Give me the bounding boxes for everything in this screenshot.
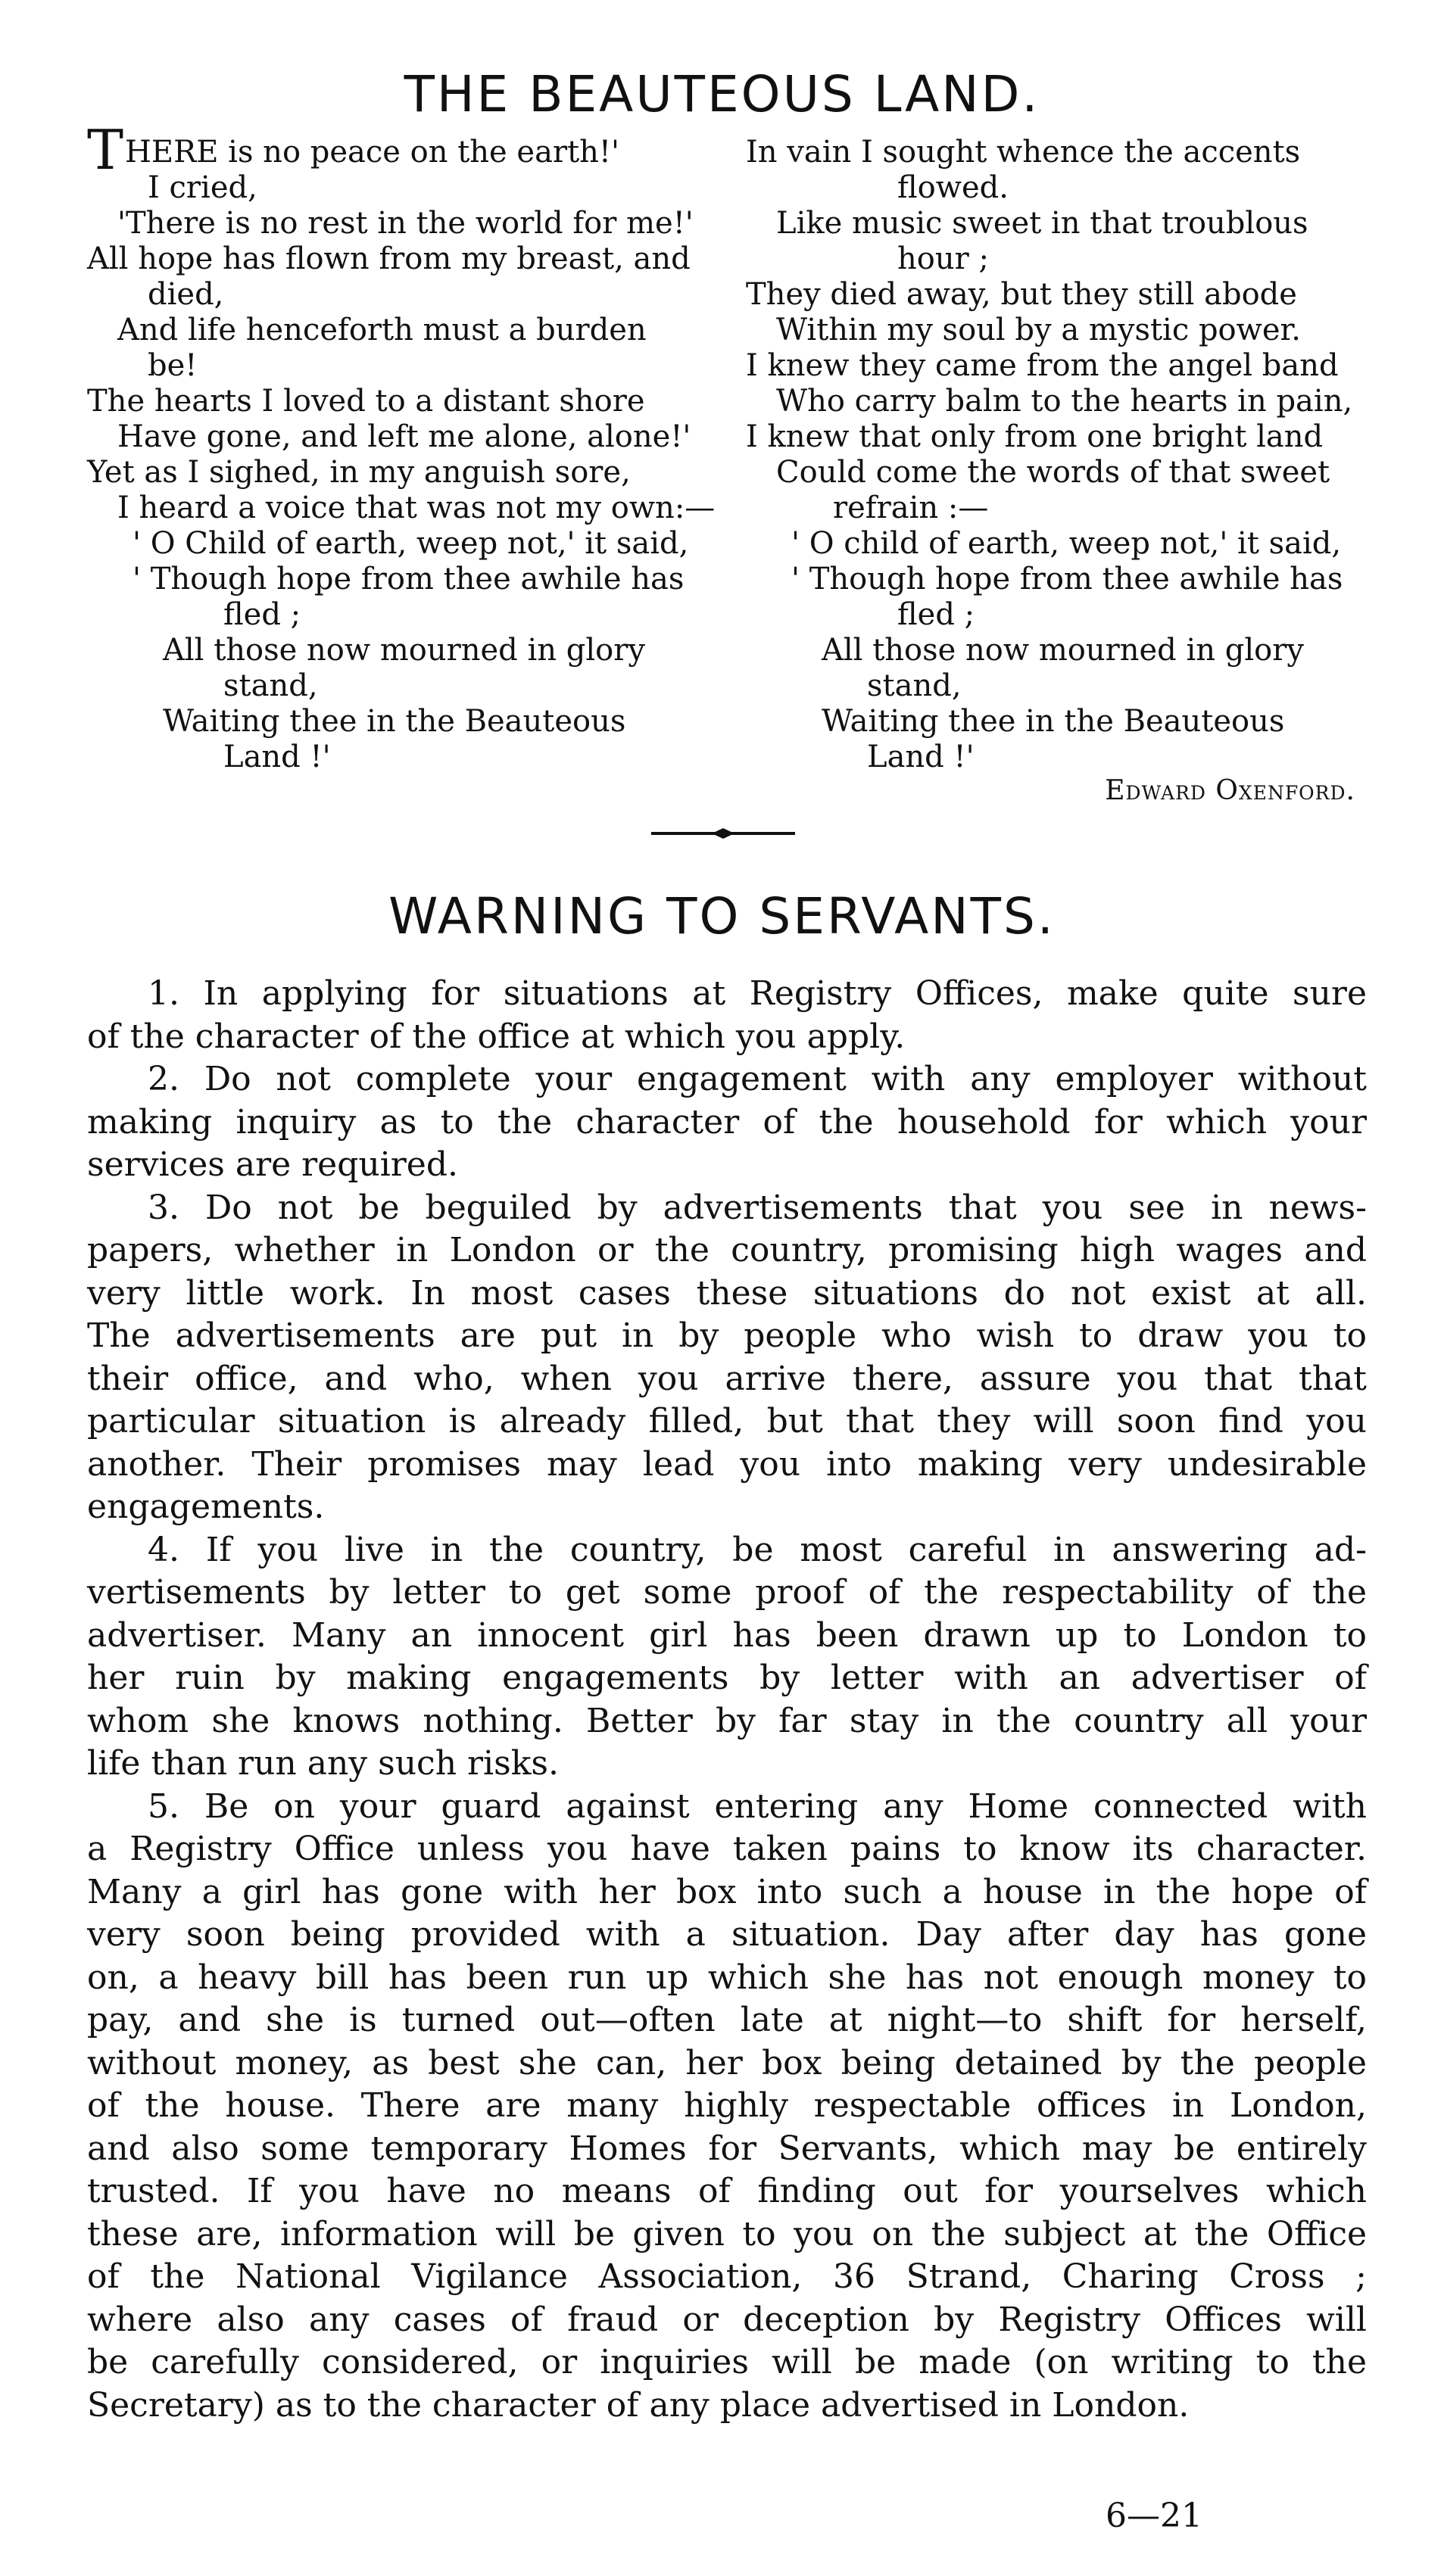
poem-left-column bbox=[87, 118, 716, 775]
warning-line: 1. In applying for situations at Registry Offices, make quite sure bbox=[148, 974, 1367, 1013]
warning-line: another. Their promises may lead you into making very undesirable bbox=[87, 1444, 1367, 1484]
drop-cap: T bbox=[87, 118, 124, 182]
poem-line: Within my soul by a mystic power. bbox=[776, 313, 1301, 347]
poem-line: stand, bbox=[867, 668, 962, 703]
poem-line: Like music sweet in that troublous bbox=[776, 206, 1308, 241]
warning-line: whom she knows nothing. Better by far stay in the country all your bbox=[87, 1701, 1367, 1740]
poem-line: All those now mourned in glory bbox=[163, 633, 645, 668]
warning-line: of the house. There are many highly respectable offices in London, bbox=[87, 2086, 1367, 2125]
poem-line: Waiting thee in the Beauteous bbox=[163, 704, 626, 739]
warning-line: without money, as best she can, her box being detained by the people bbox=[87, 2043, 1367, 2082]
poem-line: fled ; bbox=[897, 597, 975, 632]
warning-line: very soon being provided with a situation. Day after day has gone bbox=[87, 1915, 1367, 1954]
warning-line: 3. Do not be beguiled by advertisements that you see in news- bbox=[148, 1188, 1367, 1227]
warning-line: vertisements by letter to get some proof of the respectability of the bbox=[87, 1573, 1367, 1612]
warning-paragraph-3 bbox=[87, 1187, 1367, 1529]
poem-line: I heard a voice that was not my own:— bbox=[117, 491, 716, 525]
poem-line: Land !' bbox=[867, 740, 975, 774]
poem-line: Waiting thee in the Beauteous bbox=[822, 704, 1285, 739]
warning-paragraph-1 bbox=[87, 973, 1367, 1058]
poem-line: Could come the words of that sweet bbox=[776, 455, 1330, 490]
warning-line: these are, information will be given to you on the subject at the Office bbox=[87, 2214, 1367, 2254]
poem-line: be! bbox=[148, 348, 198, 383]
poem-line: ' O Child of earth, weep not,' it said, bbox=[133, 526, 689, 561]
poem-right-column bbox=[746, 135, 1352, 775]
warning-line: making inquiry as to the character of the household for which your bbox=[87, 1102, 1367, 1142]
poem-line: died, bbox=[148, 277, 224, 312]
poem-line: I knew that only from one bright land bbox=[746, 419, 1324, 454]
warning-paragraph-5 bbox=[87, 1786, 1367, 2428]
warning-line: 4. If you live in the country, be most careful in answering ad- bbox=[148, 1530, 1367, 1569]
warning-line: her ruin by making engagements by letter with an advertiser of bbox=[87, 1659, 1367, 1697]
warning-line: where also any cases of fraud or deception by Registry Offices will bbox=[87, 2300, 1367, 2339]
warning-line: on, a heavy bill has been run up which she has not enough money to bbox=[87, 1958, 1367, 1997]
poem-line: All those now mourned in glory bbox=[822, 633, 1304, 668]
warning-line: of the character of the office at which you apply. bbox=[87, 1017, 906, 1056]
poem-author: Edward Oxenford. bbox=[1105, 775, 1355, 806]
warning-line: pay, and she is turned out—often late at night—to shift for herself, bbox=[87, 2001, 1367, 2039]
warning-line: and also some temporary Homes for Servants, which may be entirely bbox=[87, 2129, 1367, 2168]
poem-line: ' Though hope from thee awhile has bbox=[791, 562, 1343, 596]
warning-title: WARNING TO SERVANTS. bbox=[388, 887, 1056, 945]
warning-line: life than run any such risks. bbox=[87, 1744, 559, 1783]
warning-line: be carefully considered, or inquiries will be made (on writing to the bbox=[87, 2343, 1367, 2381]
poem-line: They died away, but they still abode bbox=[746, 277, 1297, 312]
warning-line: Many a girl has gone with her box into such a house in the hope of bbox=[87, 1872, 1367, 1911]
ornamental-divider bbox=[651, 827, 795, 840]
poem-line: And life henceforth must a burden bbox=[117, 313, 647, 347]
page-number: 6—21 bbox=[1106, 2497, 1202, 2535]
poem-line: I knew they came from the angel band bbox=[746, 348, 1339, 383]
warning-line: trusted. If you have no means of finding out for yourselves which bbox=[87, 2172, 1367, 2210]
poem-line: stand, bbox=[223, 668, 318, 703]
poem-line: 'There is no rest in the world for me!' bbox=[117, 206, 694, 241]
warning-line: a Registry Office unless you have taken pains to know its character. bbox=[87, 1830, 1367, 1868]
poem-line: I cried, bbox=[148, 170, 257, 205]
poem-line: Yet as I sighed, in my anguish sore, bbox=[87, 455, 631, 490]
warning-line: of the National Vigilance Association, 36 Strand, Charing Cross ; bbox=[87, 2257, 1367, 2296]
warning-paragraph-2 bbox=[87, 1058, 1367, 1187]
poem-line: refrain :— bbox=[833, 491, 989, 525]
poem-title: THE BEAUTEOUS LAND. bbox=[404, 65, 1040, 123]
warning-line: Secretary) as to the character of any place advertised in London. bbox=[87, 2385, 1190, 2425]
poem-line: fled ; bbox=[223, 597, 301, 632]
poem-line: ' Though hope from thee awhile has bbox=[133, 562, 685, 596]
poem-line: The hearts I loved to a distant shore bbox=[87, 384, 645, 419]
warning-line: The advertisements are put in by people who wish to draw you to bbox=[87, 1316, 1367, 1355]
poem-line: flowed. bbox=[897, 170, 1009, 205]
warning-line: particular situation is already filled, but that they will soon find you bbox=[87, 1402, 1367, 1441]
warning-line: papers, whether in London or the country, promising high wages and bbox=[87, 1231, 1367, 1269]
warning-line: 5. Be on your guard against entering any Home connected with bbox=[148, 1786, 1367, 1826]
poem-line: Land !' bbox=[223, 740, 331, 774]
poem-line: THERE is no peace on the earth!' bbox=[87, 118, 619, 182]
poem-line: hour ; bbox=[897, 241, 989, 276]
warning-line: advertiser. Many an innocent girl has been drawn up to London to bbox=[87, 1615, 1367, 1655]
poem-line: Have gone, and left me alone, alone!' bbox=[117, 419, 691, 454]
warning-paragraph-4 bbox=[87, 1529, 1367, 1786]
poem-line: Who carry balm to the hearts in pain, bbox=[776, 384, 1353, 419]
poem-line: ' O child of earth, weep not,' it said, bbox=[791, 526, 1342, 561]
warning-line: very little work. In most cases these situations do not exist at all. bbox=[87, 1273, 1367, 1313]
warning-line: 2. Do not complete your engagement with any employer without bbox=[148, 1060, 1367, 1098]
warning-line: engagements. bbox=[87, 1487, 325, 1526]
poem-line: In vain I sought whence the accents bbox=[746, 135, 1301, 170]
warning-line: their office, and who, when you arrive there, assure you that that bbox=[87, 1359, 1367, 1398]
warning-body bbox=[87, 973, 1367, 2427]
warning-line: services are required. bbox=[87, 1145, 458, 1184]
poem-line: All hope has flown from my breast, and bbox=[87, 241, 691, 276]
